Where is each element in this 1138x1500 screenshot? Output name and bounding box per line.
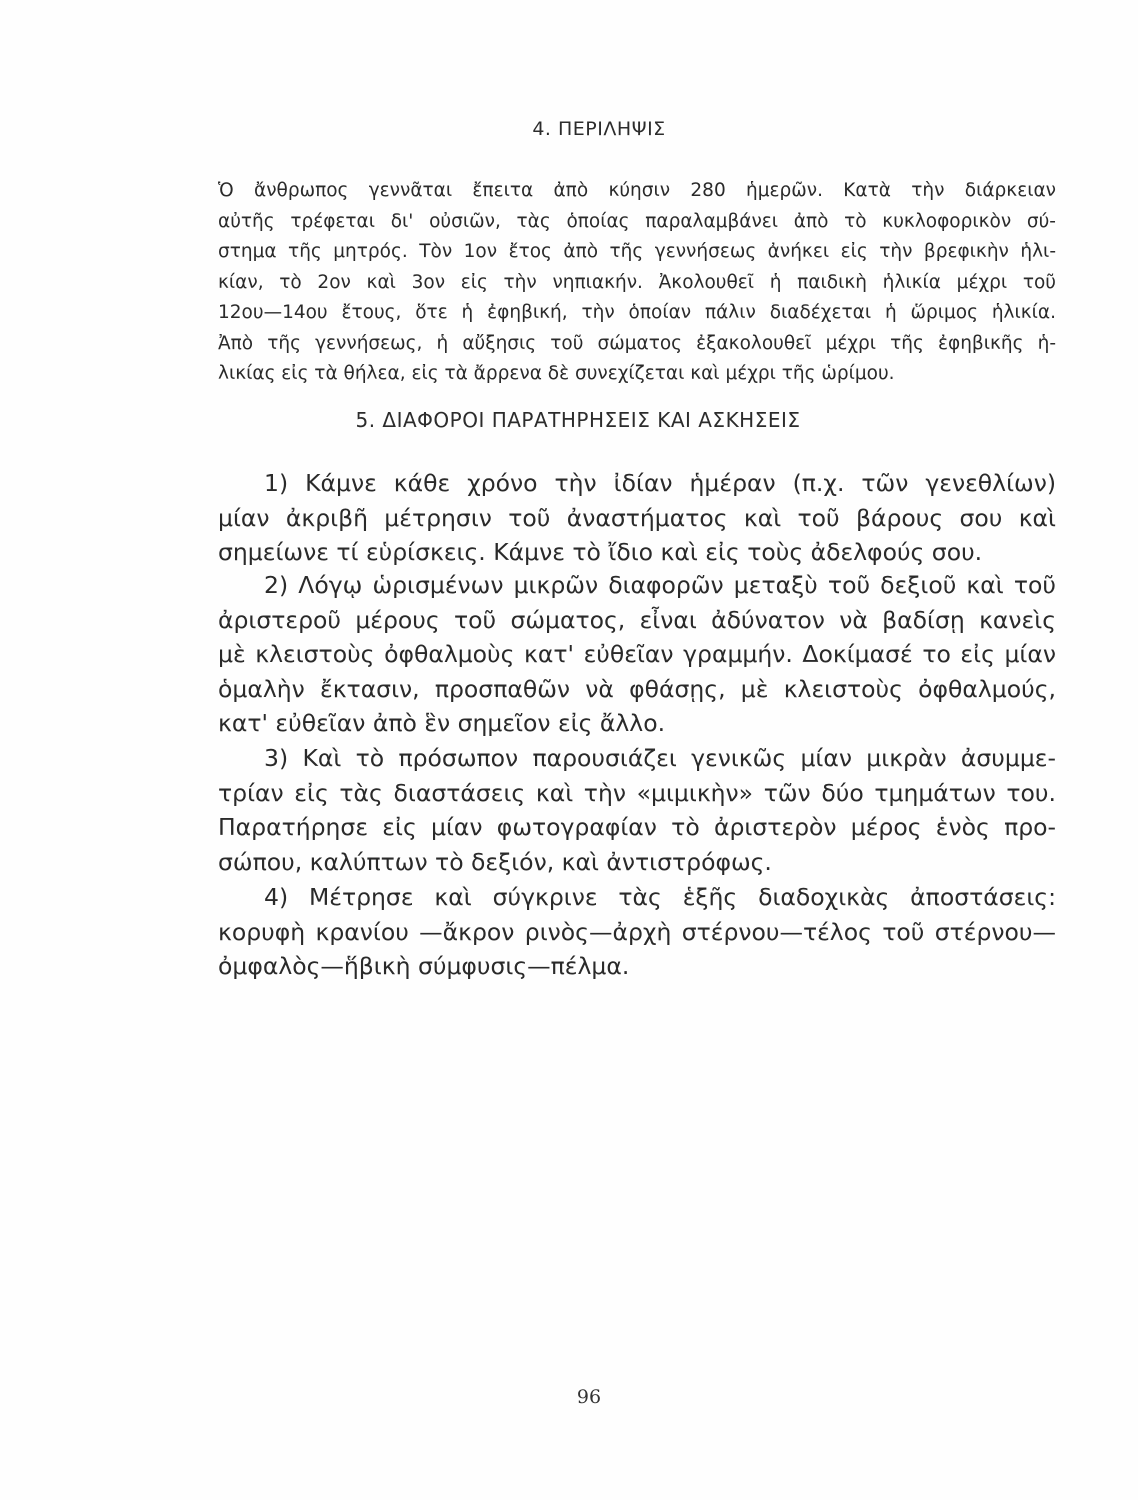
exercise-line: σώπου, καλύπτων τὸ δεξιόν, καὶ ἀντιστρόφως. — [218, 847, 772, 876]
exercise-line: 3) Καὶ τὸ πρόσωπον παρουσιάζει γενικῶς μίαν μικρὰν ἀσυμμε- — [264, 744, 1056, 772]
exercise-line: 4) Μέτρησε καὶ σύγκρινε τὰς ἑξῆς διαδοχικὰς ἀποστάσεις: — [264, 883, 1056, 911]
exercise-line: 2) Λόγῳ ὡρισμένων μικρῶν διαφορῶν μεταξὺ τοῦ δεξιοῦ καὶ τοῦ — [264, 571, 1056, 599]
exercise-4 — [218, 880, 1056, 984]
summary-line: αὐτῆς τρέφεται δι' οὐσιῶν, τὰς ὁποίας παραλαμβάνει ἀπὸ τὸ κυκλοφορικὸν σύ- — [218, 210, 1056, 232]
summary-paragraph — [218, 176, 1056, 390]
exercise-line: μίαν ἀκριβῆ μέτρησιν τοῦ ἀναστήματος καὶ τοῦ βάρους σου καὶ — [218, 503, 1056, 532]
exercise-line: Παρατήρησε εἰς μίαν φωτογραφίαν τὸ ἀριστερὸν μέρος ἑνὸς προ- — [218, 813, 1056, 841]
exercise-line: 1) Κάμνε κάθε χρόνο τὴν ἰδίαν ἡμέραν (π.χ. τῶν γενεθλίων) — [264, 469, 1056, 497]
exercise-line: ὀμφαλὸς—ἥβικὴ σύμφυσις—πέλμα. — [218, 952, 630, 980]
exercise-line: σημείωνε τί εὑρίσκεις. Κάμνε τὸ ἴδιο καὶ εἰς τοὺς ἀδελφούς σου. — [218, 538, 983, 566]
exercise-3 — [218, 741, 1056, 879]
exercise-line: κατ' εὐθεῖαν ἀπὸ ἓν σημεῖον εἰς ἄλλο. — [218, 709, 666, 737]
summary-line: 12ου—14ου ἔτους, ὅτε ἡ ἐφηβική, τὴν ὁποίαν πάλιν διαδέχεται ἡ ὥριμος ἡλικία. — [218, 302, 1056, 323]
exercise-line: κορυφὴ κρανίου —ἄκρον ρινὸς—ἀρχὴ στέρνου—τέλος τοῦ στέρνου— — [218, 917, 1056, 946]
summary-line: Ὁ ἄνθρωπος γεννᾶται ἔπειτα ἀπὸ κύησιν 280 ἡμερῶν. Κατὰ τὴν διάρκειαν — [218, 180, 1056, 201]
section-5-title: 5. ΔΙΑΦΟΡΟΙ ΠΑΡΑΤΗΡΗΣΕΙΣ ΚΑΙ ΑΣΚΗΣΕΙΣ — [355, 408, 801, 432]
exercise-line: ἀριστεροῦ μέρους τοῦ σώματος, εἶναι ἀδύνατον νὰ βαδίσῃ κανεὶς — [218, 605, 1056, 634]
exercise-line: τρίαν εἰς τὰς διαστάσεις καὶ τὴν «μιμικὴν» τῶν δύο τμημάτων του. — [218, 778, 1056, 807]
summary-line: κίαν, τὸ 2ον καὶ 3ον εἰς τὴν νηπιακήν. Ἀκολουθεῖ ἡ παιδικὴ ἡλικία μέχρι τοῦ — [218, 271, 1056, 293]
exercise-line: μὲ κλειστοὺς ὀφθαλμοὺς κατ' εὐθεῖαν γραμμήν. Δοκίμασέ το εἰς μίαν — [218, 640, 1056, 668]
page-number: 96 — [576, 1386, 602, 1408]
exercise-2 — [218, 568, 1056, 741]
section-4-title: 4. ΠΕΡΙΛΗΨΙΣ — [532, 118, 666, 140]
summary-line: Ἀπὸ τῆς γεννήσεως, ἡ αὔξησις τοῦ σώματος ἐξακολουθεῖ μέχρι τῆς ἐφηβικῆς ἡ- — [218, 332, 1056, 354]
exercise-1 — [218, 466, 1056, 570]
summary-line: στημα τῆς μητρός. Τὸν 1ον ἔτος ἀπὸ τῆς γεννήσεως ἀνήκει εἰς τὴν βρεφικὴν ἡλι- — [218, 241, 1056, 262]
summary-line: λικίας εἰς τὰ θήλεα, εἰς τὰ ἄρρενα δὲ συνεχίζεται καὶ μέχρι τῆς ὡρίμου. — [218, 363, 895, 384]
exercise-line: ὁμαλὴν ἔκτασιν, προσπαθῶν νὰ φθάσῃς, μὲ κλειστοὺς ὀφθαλμούς, — [218, 674, 1056, 703]
